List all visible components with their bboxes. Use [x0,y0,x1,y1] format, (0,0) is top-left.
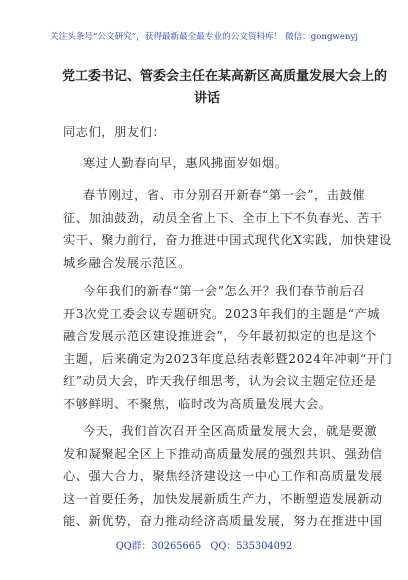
salutation [63,121,353,144]
paragraph-line: 主题，后来确定为2023年度总结表彰暨2024年冲刺“开门 [63,351,393,366]
paragraph-line: 不够鲜明、不聚焦，临时改为高质量发展大会。 [63,396,332,411]
paragraph-line: 开3次党工委会议专题研究。2023年我们的主题是“产城 [63,306,381,321]
paragraph-line: 今年我们的新春“第一会”怎么开？我们春节前后召 [83,284,366,298]
footer-qq-group: QQ群：30265665 [115,541,202,552]
paragraph-line: 红”动员大会，昨天我仔细思考，认为会议主题定位还是 [63,374,377,388]
footer-contact [0,538,408,552]
paragraph-line: 心、强大合力，聚焦经济建设这一中心工作和高质量发展 [63,469,383,483]
title-line-1: 党工委书记、管委会主任在某高新区高质量发展大会上的 [62,69,388,84]
paragraph-4 [63,420,383,533]
paragraph-line: 城乡融合发展示范区。 [63,255,191,270]
footer-qq-number: QQ：535304092 [210,541,293,552]
paragraph-1 [83,152,373,175]
document-title [62,66,388,110]
paragraph-line: 这一首要任务，加快发展新质生产力，不断塑造发展新动 [63,491,383,506]
paragraph-line: 寒过人勤春向早，惠风拂面岁如烟。 [83,156,288,170]
paragraph-line: 发和凝聚起全区上下推动高质量发展的强烈共识、强劲信 [63,446,383,461]
salutation-text: 同志们，朋友们： [63,125,166,139]
paragraph-line: 实干、聚力前行，奋力推进中国式现代化X实践，加快建设 [63,233,392,247]
paragraph-line: 春节刚过，省、市分别召开新春“第一会”，击鼓催 [83,188,366,202]
paragraph-line: 能、新优势，奋力推动经济高质量发展，努力在推进中国 [63,514,383,528]
paragraph-2 [63,184,392,274]
paragraph-line: 征、加油鼓劲，动员全省上下、全市上下不负春光、苦干 [63,210,383,225]
title-line-2: 讲话 [193,91,220,106]
paragraph-3 [63,280,393,415]
paragraph-line: 今天，我们首次召开全区高质量发展大会，就是要激 [83,424,378,438]
paragraph-line: 融合发展示范区建设推进会”，今年最初拟定的也是这个 [63,329,377,343]
header-banner: 关注头条号“公文研究”，获得最新最全最专业的公文资料库！ 微信：gongwenyj [50,32,358,42]
